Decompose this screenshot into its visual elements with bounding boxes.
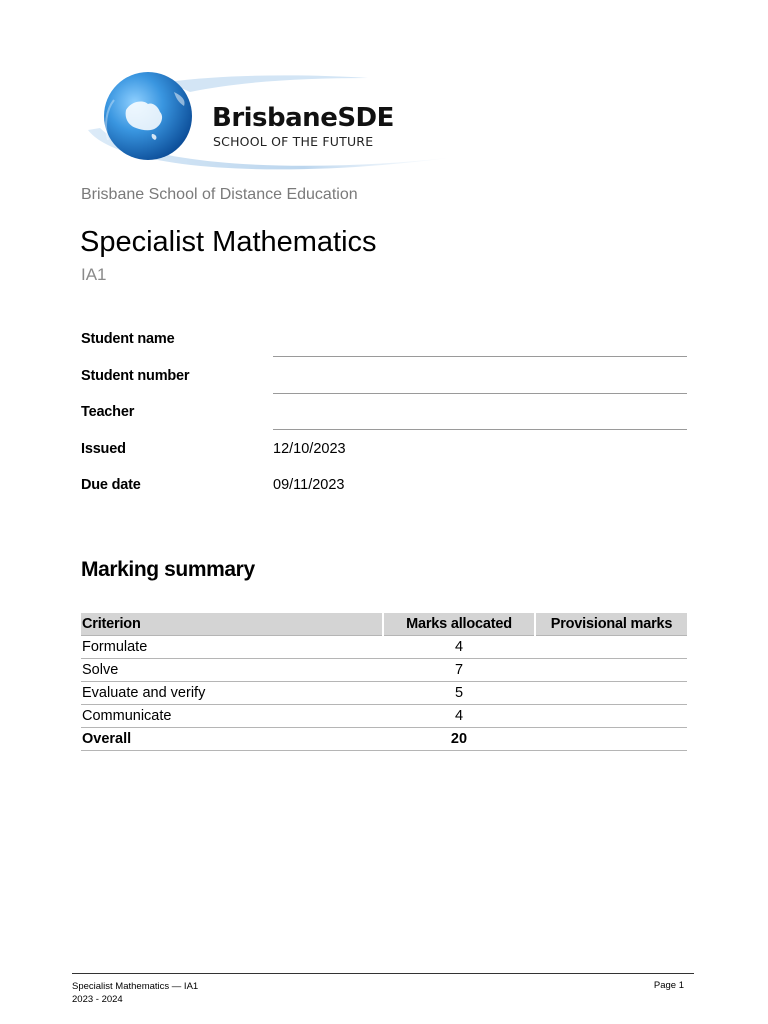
issued-label: Issued <box>81 441 126 457</box>
provisional-cell <box>535 704 687 727</box>
table-row <box>81 681 687 704</box>
school-name: Brisbane School of Distance Education <box>81 186 358 203</box>
allocated-cell: 7 <box>383 658 535 681</box>
footer-document-label: Specialist Mathematics — IA1 <box>72 981 199 992</box>
student-name-line <box>273 356 687 357</box>
document-title: Specialist Mathematics <box>80 226 377 258</box>
student-name-row <box>81 331 687 361</box>
criterion-header: Criterion <box>81 613 383 635</box>
footer-year: 2023 - 2024 <box>72 994 123 1005</box>
overall-allocated-cell: 20 <box>383 727 535 750</box>
issued-row <box>81 441 687 471</box>
table-row <box>81 635 687 658</box>
allocated-cell: 4 <box>383 635 535 658</box>
student-number-row <box>81 368 687 398</box>
issued-value: 12/10/2023 <box>273 441 346 457</box>
overall-label-cell: Overall <box>81 727 383 750</box>
provisional-cell <box>535 635 687 658</box>
footer-divider <box>72 973 694 974</box>
student-number-line <box>273 393 687 394</box>
table-total-row <box>81 727 687 750</box>
due-date-label: Due date <box>81 477 141 493</box>
teacher-line <box>273 429 687 430</box>
brand-name: BrisbaneSDE <box>212 103 394 133</box>
marks-allocated-header: Marks allocated <box>383 613 535 635</box>
allocated-cell: 5 <box>383 681 535 704</box>
marking-summary-title: Marking summary <box>81 558 255 581</box>
table-row <box>81 658 687 681</box>
brisbane-sde-logo <box>78 70 450 190</box>
criterion-cell: Communicate <box>81 704 383 727</box>
student-number-label: Student number <box>81 368 190 384</box>
allocated-cell: 4 <box>383 704 535 727</box>
criterion-cell: Solve <box>81 658 383 681</box>
document-subtitle: IA1 <box>81 265 107 284</box>
due-date-value: 09/11/2023 <box>273 477 345 493</box>
table-header-row <box>81 613 687 635</box>
provisional-cell <box>535 658 687 681</box>
brand-tagline: SCHOOL OF THE FUTURE <box>213 134 374 149</box>
footer-page-number: Page 1 <box>653 980 684 991</box>
student-name-label: Student name <box>81 331 175 347</box>
provisional-marks-header: Provisional marks <box>535 613 687 635</box>
due-date-row <box>81 477 687 507</box>
criterion-cell: Formulate <box>81 635 383 658</box>
table-row <box>81 704 687 727</box>
criterion-cell: Evaluate and verify <box>81 681 383 704</box>
provisional-cell <box>535 681 687 704</box>
footer-left <box>72 980 198 1006</box>
teacher-row <box>81 404 687 434</box>
teacher-label: Teacher <box>81 404 135 420</box>
overall-provisional-cell <box>535 727 687 750</box>
marking-summary-table <box>81 613 687 751</box>
